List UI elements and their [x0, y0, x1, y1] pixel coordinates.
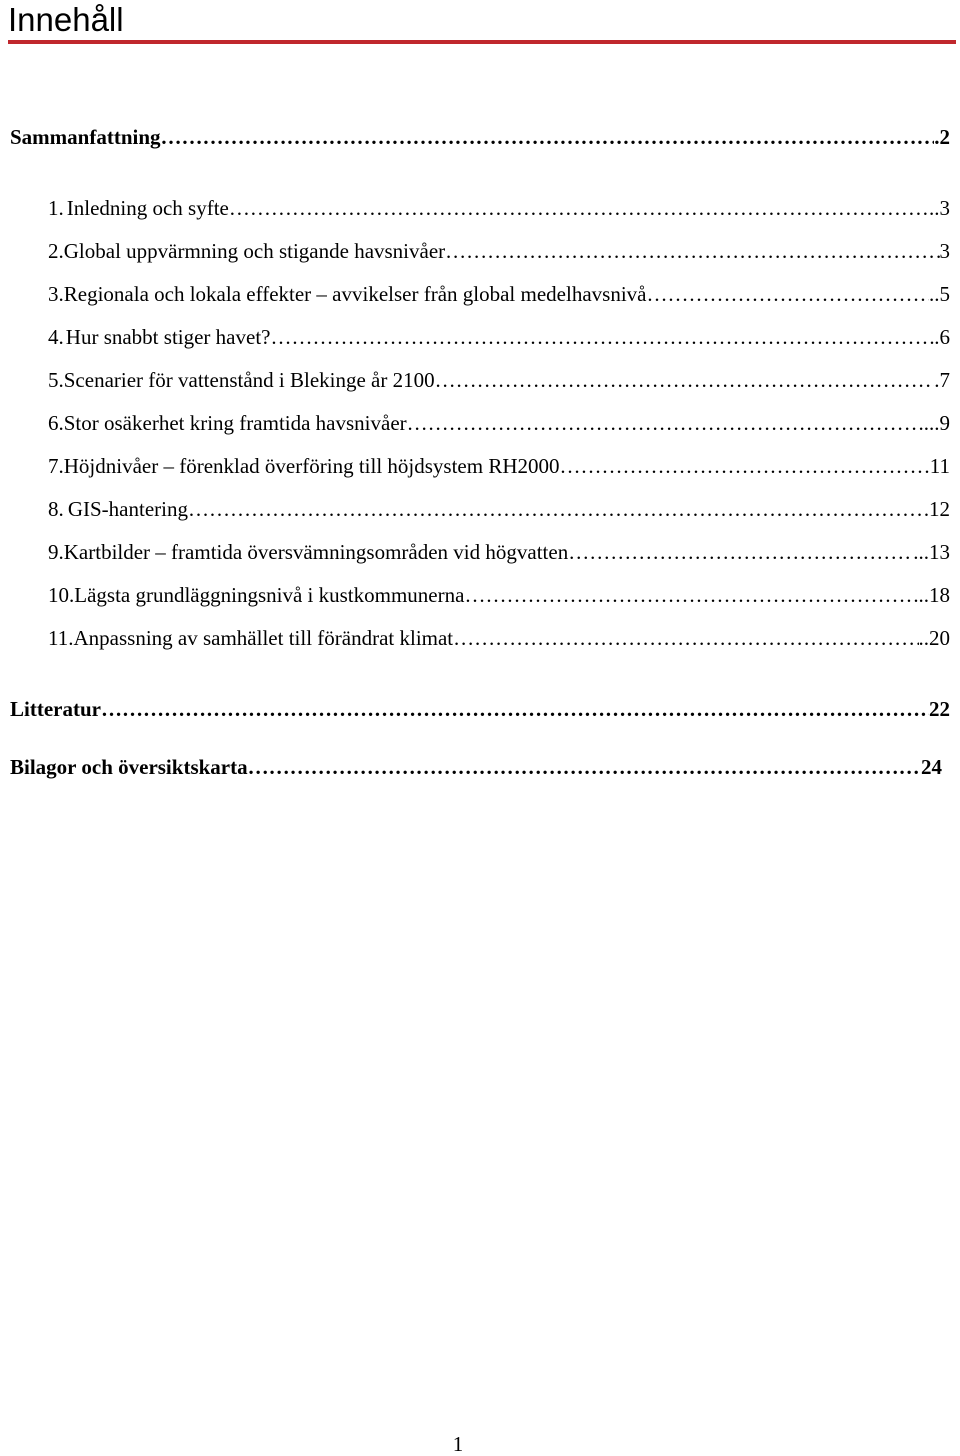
- toc-entry-title: Scenarier för vattenstånd i Blekinge år 2100: [63, 368, 435, 392]
- toc-dot-leader: [435, 365, 935, 395]
- toc-entry-title: Litteratur: [10, 697, 101, 721]
- toc-page-number: 22: [929, 697, 950, 721]
- toc-dot-leader: [464, 580, 918, 610]
- toc-entry-chapter-6[interactable]: [10, 408, 950, 438]
- toc-page-number: 24: [921, 755, 942, 779]
- page-number: 1: [452, 1432, 464, 1456]
- toc-entry-chapter-9[interactable]: [10, 537, 950, 567]
- toc-dot-leader: [229, 193, 929, 223]
- toc-page-number: 12: [929, 497, 950, 521]
- toc-chapter-number: 1.: [48, 196, 64, 220]
- toc-entry-chapter-5[interactable]: [10, 365, 950, 395]
- toc-chapter-number: 4.: [48, 325, 64, 349]
- toc-page-number: 3: [939, 239, 950, 263]
- toc-entry-title: Sammanfattning: [10, 125, 161, 149]
- toc-entry-title: Kartbilder – framtida översvämningsområden vid högvatten: [63, 540, 569, 564]
- toc-chapter-number: 11.: [48, 626, 74, 650]
- toc-entry-chapter-7[interactable]: [10, 451, 950, 481]
- toc-entry-chapter-10[interactable]: [10, 580, 950, 610]
- toc-entry-literature[interactable]: [10, 694, 950, 724]
- toc-page-number: .6: [934, 325, 950, 349]
- toc-entry-chapter-11[interactable]: [10, 623, 950, 653]
- toc-entry-title: Lägsta grundläggningsnivå i kustkommunerna: [74, 583, 465, 607]
- toc-entry-appendices[interactable]: [10, 752, 942, 782]
- toc-dot-leader: [568, 537, 913, 567]
- toc-dot-leader: [248, 752, 921, 782]
- toc-entry-title: Stor osäkerhet kring framtida havsnivåer: [63, 411, 407, 435]
- toc-entry-chapter-8[interactable]: [10, 494, 950, 524]
- toc-page-number: ..3: [929, 196, 950, 220]
- toc-chapter-number: 5.: [48, 368, 64, 392]
- toc-dot-leader: [445, 236, 939, 266]
- toc-dot-leader: [407, 408, 924, 438]
- toc-entry-title: Höjdnivåer – förenklad överföring till höjdsystem RH2000: [63, 454, 560, 478]
- toc-page-number: ..20: [918, 626, 950, 650]
- toc-chapter-number: 10.: [48, 583, 75, 607]
- toc-dot-leader: [101, 694, 929, 724]
- toc-entry-title: Anpassning av samhället till förändrat klimat: [73, 626, 454, 650]
- toc-page-number: ..18: [918, 583, 950, 607]
- toc-chapter-number: 3.: [48, 282, 64, 306]
- toc-entry-summary[interactable]: [10, 122, 950, 152]
- toc-entry-title: Inledning och syfte: [66, 196, 229, 220]
- toc-chapter-number: 8.: [48, 497, 64, 521]
- heading-divider: [8, 40, 956, 44]
- toc-dot-leader: [270, 322, 934, 352]
- toc-entry-title: Hur snabbt stiger havet?: [65, 325, 271, 349]
- toc-entry-title: Global uppvärmning och stigande havsnivåer: [63, 239, 446, 263]
- toc-page-number: .2: [934, 125, 950, 149]
- toc-entry-chapter-1[interactable]: [10, 193, 950, 223]
- toc-entry-title: Bilagor och översiktskarta: [10, 755, 248, 779]
- toc-chapter-number: 9.: [48, 540, 64, 564]
- toc-dot-leader: [560, 451, 930, 481]
- toc-entry-chapter-2[interactable]: [10, 236, 950, 266]
- toc-entry-title: GIS-hantering: [67, 497, 188, 521]
- toc-dot-leader: [453, 623, 918, 653]
- toc-dot-leader: [646, 279, 929, 309]
- toc-chapter-number: 2.: [48, 239, 64, 263]
- toc-dot-leader: [161, 122, 935, 152]
- toc-chapter-number: 6.: [48, 411, 64, 435]
- toc-dot-leader: [188, 494, 929, 524]
- toc-entry-chapter-4[interactable]: [10, 322, 950, 352]
- toc-page-number: ...13: [913, 540, 950, 564]
- toc-page-number: ...9: [923, 411, 950, 435]
- toc-entry-title: Regionala och lokala effekter – avvikelser från global medelhavsnivå: [63, 282, 647, 306]
- toc-chapter-number: 7.: [48, 454, 64, 478]
- page-title: Innehåll: [8, 1, 124, 38]
- toc-page-number: ..5: [929, 282, 950, 306]
- toc-entry-chapter-3[interactable]: [10, 279, 950, 309]
- toc-page-number: .7: [934, 368, 950, 392]
- toc-page-number: 11: [929, 454, 950, 478]
